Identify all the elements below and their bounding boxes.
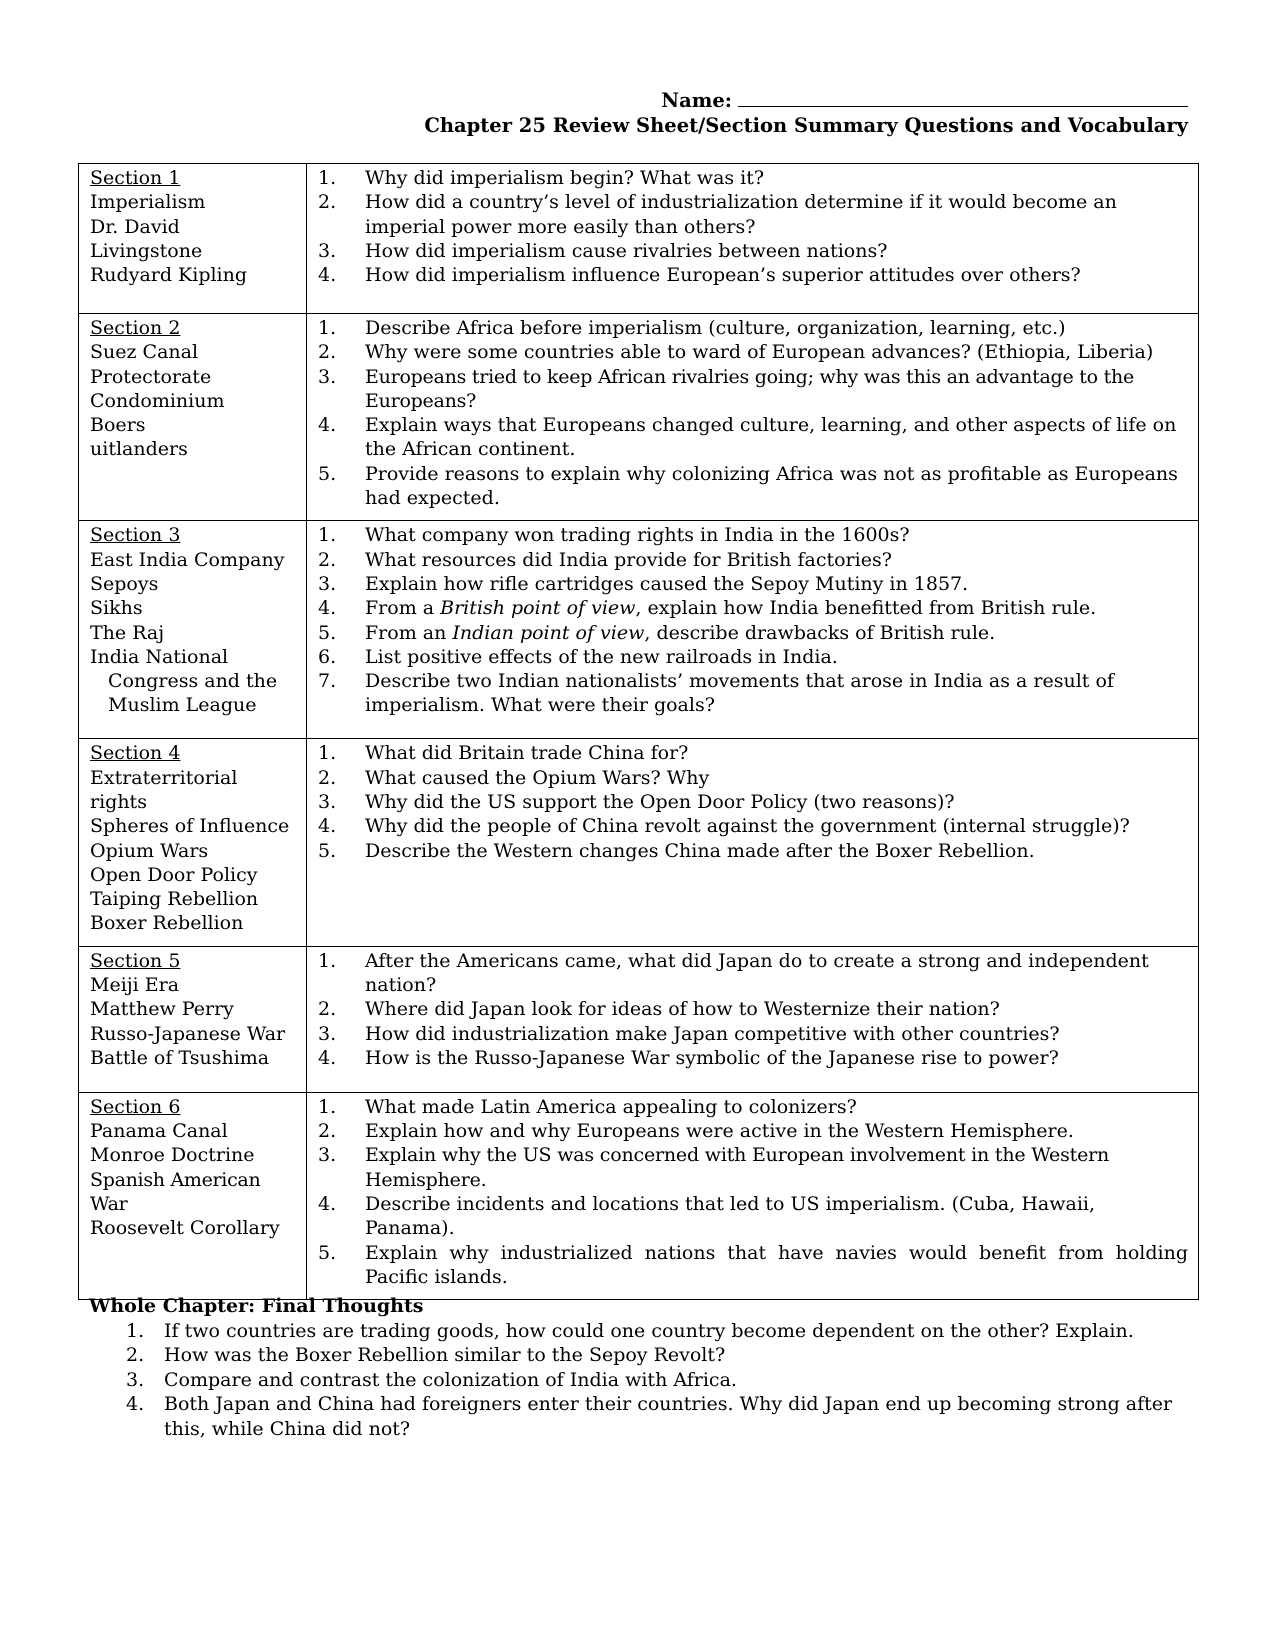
question-text: What resources did India provide for British factories? [365, 548, 892, 571]
question-number: 3. [318, 1144, 337, 1167]
vocab-term: The Raj [90, 621, 165, 644]
question-text: Explain why the US was concerned with European involvement in the Western Hemisphere. [365, 1144, 1110, 1191]
vocab-term: Russo-Japanese War [90, 1022, 286, 1045]
question-number: 3. [318, 1022, 337, 1045]
question-text: If two countries are trading goods, how could one country become dependent on the other? Explain. [164, 1319, 1134, 1342]
question-number: 4. [318, 597, 337, 620]
question-number: 1. [126, 1319, 145, 1342]
vocab-term: Boers [90, 414, 146, 437]
question-text: What company won trading rights in India in the 1600s? [365, 524, 910, 547]
question-item [318, 596, 1188, 620]
question-item [318, 1192, 1188, 1241]
question-number: 6. [318, 645, 337, 668]
question-item [318, 1022, 1188, 1046]
question-number: 2. [318, 191, 337, 214]
question-text: How did industrialization make Japan competitive with other countries? [365, 1022, 1060, 1045]
question-number: 7. [318, 670, 337, 693]
question-text: What did Britain trade China for? [365, 742, 689, 765]
question-item [318, 1095, 1188, 1119]
final-question-item [89, 1392, 1189, 1441]
review-table [78, 163, 1199, 1300]
questions-cell [307, 1092, 1199, 1299]
question-text: How did a country’s level of industrialization determine if it would become an imperial power more easily than others? [365, 191, 1117, 238]
question-text: Describe the Western changes China made after the Boxer Rebellion. [365, 839, 1035, 862]
vocab-term: Congress and the [108, 670, 278, 693]
question-item [318, 523, 1188, 547]
question-text-end: , describe drawbacks of British rule. [644, 621, 996, 644]
section-title: Section 6 [90, 1095, 181, 1118]
vocab-term: Sikhs [90, 597, 143, 620]
question-text-emphasis: Indian point of view [452, 621, 645, 644]
question-number: 4. [318, 815, 337, 838]
vocab-cell [79, 521, 307, 739]
final-thoughts-title: Whole Chapter: Final Thoughts [89, 1295, 424, 1317]
question-item [318, 316, 1188, 340]
question-text: Where did Japan look for ideas of how to Westernize their nation? [365, 998, 1000, 1021]
question-item [318, 462, 1188, 511]
question-text: What made Latin America appealing to colonizers? [365, 1095, 857, 1118]
question-text: Describe Africa before imperialism (culture, organization, learning, etc.) [365, 317, 1066, 339]
section-row [79, 739, 1199, 946]
name-blank-line[interactable] [738, 89, 1188, 107]
question-number: 3. [318, 365, 337, 388]
question-text-start: From a [365, 597, 441, 620]
vocab-cell [79, 946, 307, 1092]
question-number: 4. [318, 414, 337, 437]
question-item [318, 997, 1188, 1021]
question-number: 4. [318, 1192, 337, 1215]
vocab-term: Protectorate [90, 365, 212, 388]
question-number: 4. [126, 1393, 145, 1415]
question-number: 3. [318, 572, 337, 595]
question-number: 1. [318, 949, 337, 972]
vocab-term: Spanish American War [90, 1168, 261, 1215]
name-row [424, 88, 1188, 113]
question-item [318, 645, 1188, 669]
question-number: 3. [318, 790, 337, 813]
question-item [318, 548, 1188, 572]
question-number: 3. [126, 1368, 145, 1391]
question-number: 5. [318, 462, 337, 485]
question-item [318, 239, 1188, 263]
question-text: Why did imperialism begin? What was it? [365, 167, 765, 189]
question-item [318, 263, 1188, 287]
vocab-cell [79, 1092, 307, 1299]
question-list [318, 316, 1188, 510]
question-text: Explain ways that Europeans changed culture, learning, and other aspects of life on the African continent. [365, 414, 1177, 461]
question-text-end: , explain how India benefitted from British rule. [635, 597, 1097, 620]
section-row [79, 314, 1199, 521]
final-thoughts [89, 1294, 1189, 1441]
vocab-term: Monroe Doctrine [90, 1144, 255, 1167]
question-number: 4. [318, 1046, 337, 1069]
question-item [318, 790, 1188, 814]
vocab-term: Sepoys [90, 572, 159, 595]
vocab-term: Taiping Rebellion [90, 888, 259, 911]
questions-cell [307, 739, 1199, 946]
section-title: Section 5 [90, 949, 181, 972]
question-item [318, 669, 1188, 718]
question-item [318, 413, 1188, 462]
question-text: How did imperialism influence European’s superior attitudes over others? [365, 264, 1081, 287]
question-list [318, 523, 1188, 717]
header [424, 88, 1188, 138]
questions-cell [307, 314, 1199, 521]
question-item [318, 1143, 1188, 1192]
question-text: Describe incidents and locations that led to US imperialism. (Cuba, Hawaii, Panama). [365, 1192, 1096, 1240]
questions-cell [307, 946, 1199, 1092]
question-item [318, 572, 1188, 596]
question-text: Describe two Indian nationalists’ movements that arose in India as a result of imperialism. What were their goals? [365, 670, 1114, 717]
question-number: 1. [318, 524, 337, 547]
vocab-term: Suez Canal [90, 341, 199, 364]
questions-cell [307, 521, 1199, 739]
question-item [318, 949, 1188, 998]
section-title: Section 3 [90, 524, 181, 547]
final-question-item [89, 1343, 1189, 1368]
question-number: 2. [318, 998, 337, 1021]
questions-cell [307, 164, 1199, 314]
vocab-term: Rudyard Kipling [90, 264, 248, 287]
vocab-cell [79, 314, 307, 521]
question-number: 1. [318, 167, 337, 189]
question-text: Explain why industrialized nations that have navies would benefit from holding Pacific islands. [365, 1241, 1188, 1288]
vocab-term: East India Company [90, 548, 285, 571]
section-row [79, 1092, 1199, 1299]
question-item [318, 766, 1188, 790]
vocab-term: Boxer Rebellion [90, 912, 244, 935]
question-item [318, 1119, 1188, 1143]
question-list [318, 741, 1188, 862]
question-text: Both Japan and China had foreigners enter their countries. Why did Japan end up becoming strong after this, while China did not? [164, 1393, 1173, 1440]
vocab-term: Roosevelt Corollary [90, 1217, 280, 1240]
section-title: Section 1 [90, 167, 181, 189]
vocab-term: Extraterritorial rights [90, 766, 238, 813]
question-text: Why were some countries able to ward of European advances? (Ethiopia, Liberia) [365, 341, 1154, 364]
vocab-term: Matthew Perry [90, 998, 234, 1021]
section-row [79, 164, 1199, 314]
question-list [318, 949, 1188, 1070]
question-number: 5. [318, 621, 337, 644]
question-item [318, 340, 1188, 364]
question-number: 2. [318, 766, 337, 789]
question-item [318, 1241, 1188, 1290]
section-title: Section 4 [90, 742, 181, 765]
section-title: Section 2 [90, 317, 181, 339]
question-number: 3. [318, 239, 337, 262]
question-text-start: From an [365, 621, 453, 644]
vocab-term: Condominium [90, 389, 225, 412]
question-number: 2. [318, 1120, 337, 1143]
vocab-term: Imperialism [90, 191, 206, 214]
final-question-list [89, 1319, 1189, 1442]
question-item [318, 814, 1188, 838]
vocab-term: Panama Canal [90, 1120, 228, 1143]
vocab-cell [79, 739, 307, 946]
question-list [318, 1095, 1188, 1289]
section-row [79, 521, 1199, 739]
question-number: 4. [318, 264, 337, 287]
vocab-term: India National [90, 645, 229, 668]
vocab-term: Dr. David Livingstone [90, 215, 203, 262]
question-text: How was the Boxer Rebellion similar to the Sepoy Revolt? [164, 1344, 726, 1366]
final-question-item [89, 1319, 1189, 1344]
final-question-item [89, 1368, 1189, 1393]
question-text: How did imperialism cause rivalries between nations? [365, 239, 888, 262]
question-item [318, 365, 1188, 414]
vocab-term: Open Door Policy [90, 863, 258, 886]
question-text: After the Americans came, what did Japan do to create a strong and independent nation? [365, 949, 1149, 997]
question-list [318, 166, 1188, 287]
question-number: 5. [318, 839, 337, 862]
question-text-emphasis: British point of view [440, 597, 636, 620]
vocab-term: Battle of Tsushima [90, 1046, 270, 1069]
question-text: Compare and contrast the colonization of India with Africa. [164, 1368, 737, 1391]
vocab-term: Opium Wars [90, 839, 209, 862]
question-number: 2. [126, 1344, 145, 1366]
vocab-cell [79, 164, 307, 314]
question-text: Why did the US support the Open Door Policy (two reasons)? [365, 790, 955, 813]
question-item [318, 166, 1188, 190]
question-number: 1. [318, 1095, 337, 1118]
question-number: 2. [318, 548, 337, 571]
vocab-term: Meiji Era [90, 974, 180, 997]
vocab-term: uitlanders [90, 438, 188, 461]
question-number: 2. [318, 341, 337, 364]
question-item [318, 1046, 1188, 1070]
question-text: Why did the people of China revolt against the government (internal struggle)? [365, 815, 1130, 838]
question-text: List positive effects of the new railroads in India. [365, 645, 838, 668]
question-item [318, 190, 1188, 239]
question-text: What caused the Opium Wars? Why [365, 766, 710, 789]
question-item [318, 741, 1188, 765]
question-text: Explain how and why Europeans were active in the Western Hemisphere. [365, 1120, 1074, 1143]
name-label: Name: [661, 89, 732, 112]
question-number: 1. [318, 742, 337, 765]
question-text: Provide reasons to explain why colonizing Africa was not as profitable as Europeans had expected. [365, 462, 1178, 510]
question-text: Explain how rifle cartridges caused the Sepoy Mutiny in 1857. [365, 572, 969, 595]
question-number: 1. [318, 317, 337, 339]
section-row [79, 946, 1199, 1092]
page-title: Chapter 25 Review Sheet/Section Summary Questions and Vocabulary [424, 114, 1188, 137]
question-item [318, 621, 1188, 645]
question-text: How is the Russo-Japanese War symbolic of the Japanese rise to power? [365, 1046, 1059, 1069]
question-number: 5. [318, 1241, 337, 1264]
question-text: Europeans tried to keep African rivalries going; why was this an advantage to the Europeans? [365, 365, 1134, 412]
vocab-term: Spheres of Influence [90, 815, 290, 838]
question-item [318, 839, 1188, 863]
vocab-term: Muslim League [108, 694, 257, 717]
